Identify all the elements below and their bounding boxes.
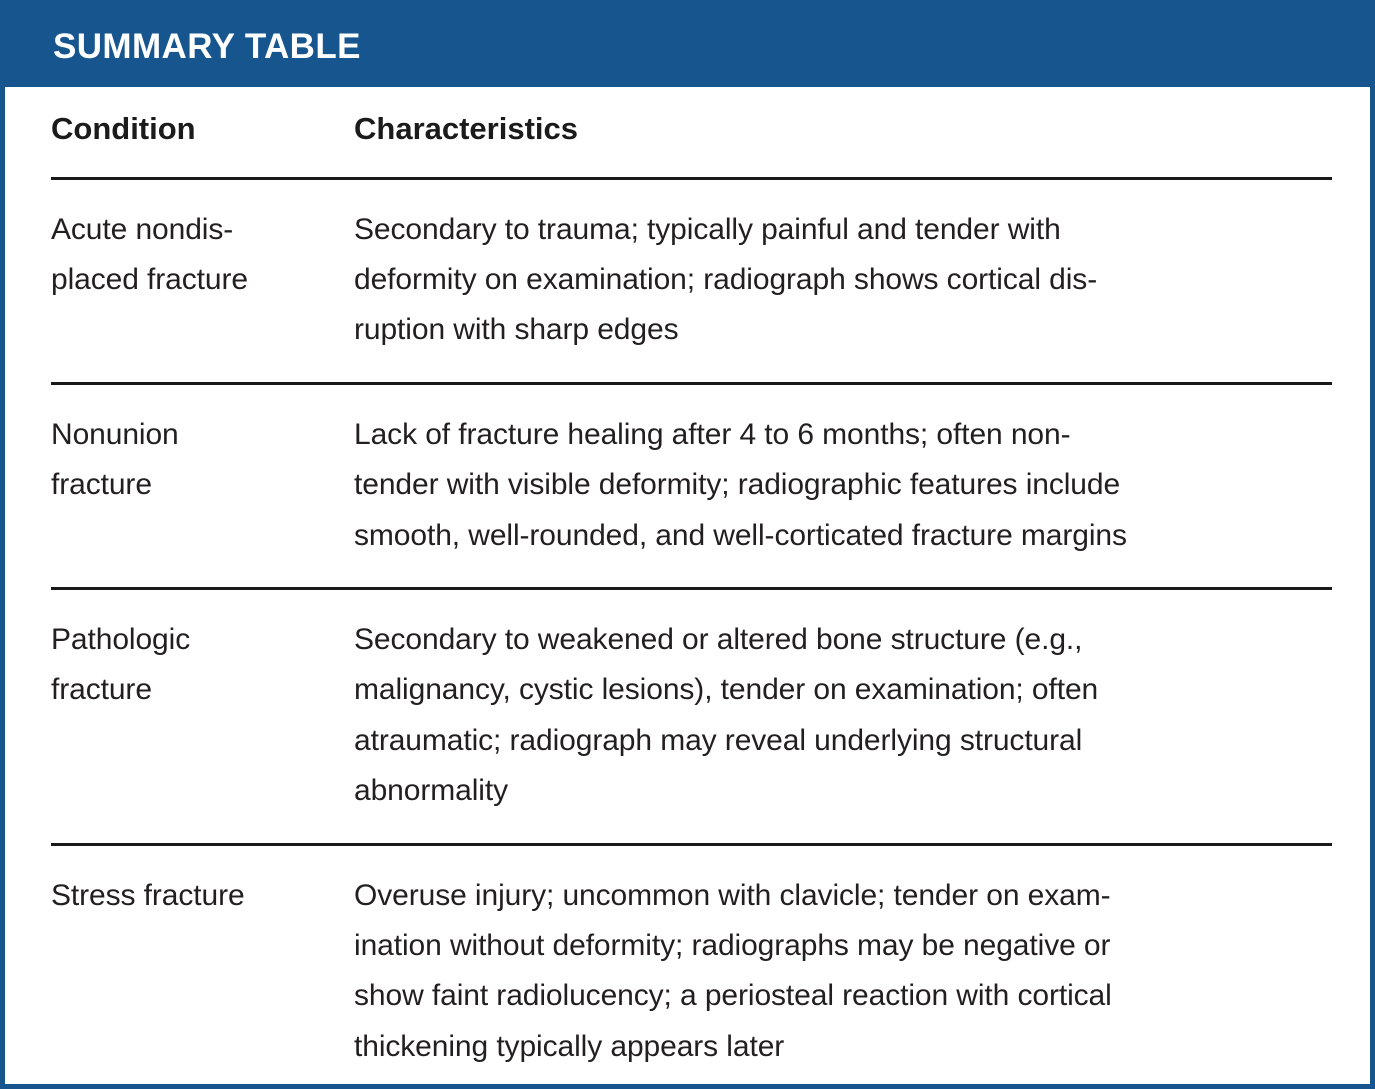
row-characteristics-cell (354, 205, 1332, 356)
summary-table-title: SUMMARY TABLE (53, 26, 361, 66)
row-condition-text (51, 205, 340, 306)
row-condition-text (51, 615, 340, 716)
row-condition-cell (51, 205, 354, 306)
row-characteristics-text (354, 615, 1332, 817)
row-characteristics-cell (354, 615, 1332, 817)
column-header-condition-label: Condition (51, 111, 196, 146)
text-line: smooth, well-rounded, and well-corticated fracture margins (354, 518, 1127, 552)
text-line: Lack of fracture healing after 4 to 6 months; often non- (354, 417, 1071, 451)
text-line: fracture (51, 673, 152, 707)
table-row (51, 385, 1332, 587)
row-characteristics-cell (354, 410, 1332, 561)
row-condition-cell (51, 615, 354, 716)
row-characteristics-text (354, 871, 1332, 1073)
summary-table-banner (5, 5, 1370, 87)
column-header-condition (51, 111, 354, 147)
text-line: ruption with sharp edges (354, 313, 679, 347)
text-line: Secondary to trauma; typically painful and tender with (354, 212, 1061, 246)
row-condition-text (51, 871, 340, 921)
table-row (51, 180, 1332, 382)
text-line: abnormality (354, 774, 508, 808)
text-line: thickening typically appears later (354, 1029, 785, 1063)
column-header-characteristics-label: Characteristics (354, 111, 579, 146)
summary-table-body (5, 87, 1370, 1089)
text-line: ination without deformity; radiographs may be negative or (354, 928, 1111, 962)
text-line: fracture (51, 468, 152, 502)
row-condition-text (51, 410, 340, 511)
text-line: deformity on examination; radiograph shows cortical dis- (354, 263, 1098, 297)
text-line: atraumatic; radiograph may reveal underlying structural (354, 723, 1083, 757)
table-row (51, 846, 1332, 1089)
row-condition-cell (51, 871, 354, 921)
text-line: Pathologic (51, 622, 191, 656)
text-line: Stress fracture (51, 878, 245, 912)
text-line: Acute nondis- (51, 212, 234, 246)
row-characteristics-text (354, 410, 1332, 561)
text-line: Nonunion (51, 417, 179, 451)
table-row (51, 590, 1332, 843)
row-characteristics-cell (354, 871, 1332, 1073)
table-header-row (51, 87, 1332, 147)
column-header-characteristics (354, 111, 1332, 147)
text-line: tender with visible deformity; radiographic features include (354, 468, 1121, 502)
text-line: placed fracture (51, 263, 248, 297)
text-line: show faint radiolucency; a periosteal reaction with cortical (354, 979, 1112, 1013)
row-condition-cell (51, 410, 354, 511)
text-line: Secondary to weakened or altered bone structure (e.g., (354, 622, 1083, 656)
row-characteristics-text (354, 205, 1332, 356)
text-line: Overuse injury; uncommon with clavicle; tender on exam- (354, 878, 1111, 912)
text-line: malignancy, cystic lesions), tender on examination; often (354, 673, 1099, 707)
